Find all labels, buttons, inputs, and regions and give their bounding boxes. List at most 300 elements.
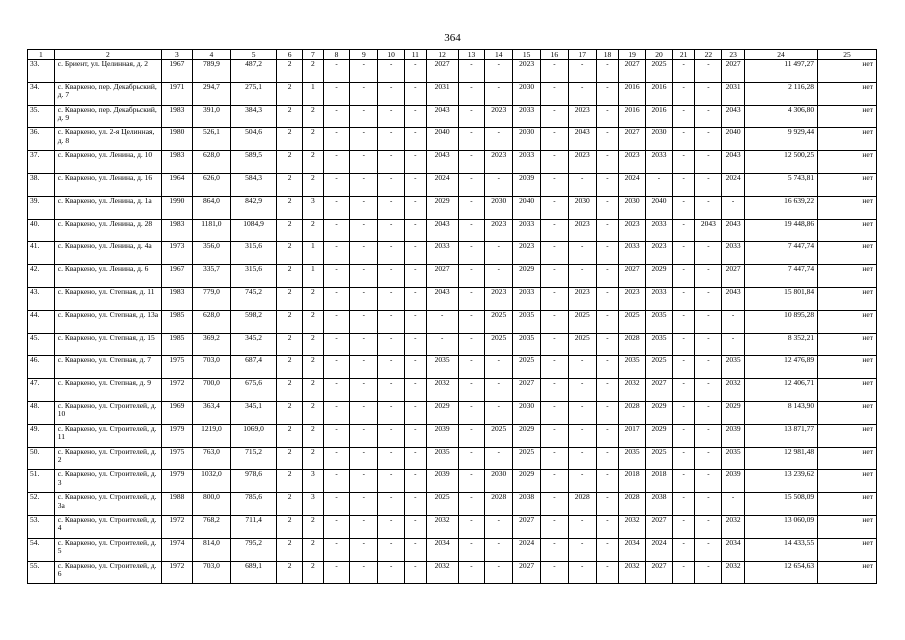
address-cell: с. Кваркено, ул. Ленина, д. 10: [54, 151, 161, 174]
table-cell: 2027: [513, 515, 541, 538]
table-cell: -: [485, 379, 513, 402]
table-cell: -: [695, 401, 722, 424]
address-cell: с. Кваркено, ул. 2-я Целинная, д. 8: [54, 128, 161, 151]
column-header: 24: [744, 50, 817, 60]
table-cell: 1181,0: [192, 219, 230, 242]
table-cell: -: [458, 105, 485, 128]
table-cell: -: [568, 356, 596, 379]
table-cell: 2043: [426, 151, 458, 174]
table-cell: -: [596, 333, 619, 356]
table-cell: -: [672, 333, 695, 356]
table-cell: 37.: [28, 151, 55, 174]
table-cell: нет: [818, 219, 877, 242]
table-cell: -: [458, 60, 485, 83]
table-cell: 2025: [513, 447, 541, 470]
column-header: 21: [672, 50, 695, 60]
table-cell: 2029: [513, 424, 541, 447]
table-cell: нет: [818, 310, 877, 333]
table-cell: 1973: [161, 242, 192, 265]
table-row: [28, 196, 877, 219]
table-cell: -: [323, 379, 350, 402]
table-cell: -: [485, 242, 513, 265]
table-cell: -: [596, 60, 619, 83]
table-row: [28, 379, 877, 402]
table-cell: нет: [818, 515, 877, 538]
table-cell: -: [378, 196, 405, 219]
table-cell: -: [540, 470, 568, 493]
table-cell: 2: [303, 401, 324, 424]
table-cell: 1219,0: [192, 424, 230, 447]
table-cell: -: [722, 196, 745, 219]
table-cell: -: [695, 561, 722, 584]
table-cell: 2027: [646, 515, 673, 538]
table-row: [28, 82, 877, 105]
table-cell: 35.: [28, 105, 55, 128]
table-cell: 2: [303, 151, 324, 174]
table-cell: 2030: [513, 128, 541, 151]
table-cell: 2033: [513, 105, 541, 128]
address-cell: с. Кваркено, ул. Строителей, д. 11: [54, 424, 161, 447]
table-cell: -: [378, 219, 405, 242]
table-cell: 363,4: [192, 401, 230, 424]
table-cell: 2: [277, 561, 303, 584]
table-cell: -: [568, 515, 596, 538]
table-cell: 3: [303, 196, 324, 219]
table-cell: 2: [303, 128, 324, 151]
table-cell: 2025: [619, 310, 646, 333]
table-cell: 703,0: [192, 356, 230, 379]
table-cell: 487,2: [230, 60, 276, 83]
data-table: [27, 49, 877, 584]
table-cell: 2023: [619, 219, 646, 242]
table-cell: -: [405, 356, 427, 379]
table-cell: 2025: [485, 310, 513, 333]
table-cell: нет: [818, 242, 877, 265]
table-cell: -: [378, 515, 405, 538]
table-cell: нет: [818, 561, 877, 584]
table-cell: 2: [277, 538, 303, 561]
table-cell: 2016: [646, 105, 673, 128]
table-cell: -: [672, 128, 695, 151]
table-cell: 7 447,74: [744, 242, 817, 265]
table-row: [28, 310, 877, 333]
table-cell: 785,6: [230, 493, 276, 516]
table-cell: 2033: [426, 242, 458, 265]
table-cell: -: [695, 424, 722, 447]
column-header: 6: [277, 50, 303, 60]
table-cell: 2: [277, 379, 303, 402]
table-cell: -: [485, 60, 513, 83]
table-cell: 2023: [646, 242, 673, 265]
table-cell: 2: [303, 561, 324, 584]
column-header: 10: [378, 50, 405, 60]
table-cell: -: [485, 82, 513, 105]
table-cell: -: [458, 470, 485, 493]
table-cell: 2043: [695, 219, 722, 242]
table-cell: 2043: [722, 151, 745, 174]
table-cell: 2024: [426, 173, 458, 196]
column-header: 1: [28, 50, 55, 60]
table-cell: 2030: [513, 401, 541, 424]
table-cell: 1983: [161, 151, 192, 174]
table-cell: -: [405, 447, 427, 470]
table-cell: 2023: [619, 151, 646, 174]
table-cell: 2: [303, 310, 324, 333]
table-cell: -: [405, 60, 427, 83]
page-number: 364: [444, 32, 461, 44]
table-cell: 2030: [619, 196, 646, 219]
table-cell: -: [405, 333, 427, 356]
table-cell: -: [540, 424, 568, 447]
table-cell: -: [350, 379, 378, 402]
table-cell: 53.: [28, 515, 55, 538]
table-cell: 2016: [619, 105, 646, 128]
table-cell: -: [568, 379, 596, 402]
table-cell: 768,2: [192, 515, 230, 538]
table-cell: 2032: [426, 379, 458, 402]
table-cell: 2: [277, 219, 303, 242]
column-header: 23: [722, 50, 745, 60]
table-cell: 2040: [722, 128, 745, 151]
table-cell: -: [426, 310, 458, 333]
table-cell: 628,0: [192, 310, 230, 333]
table-cell: 779,0: [192, 287, 230, 310]
table-cell: -: [672, 379, 695, 402]
table-cell: -: [323, 265, 350, 288]
table-cell: 2027: [722, 60, 745, 83]
table-cell: -: [323, 424, 350, 447]
table-cell: 2025: [485, 424, 513, 447]
table-cell: -: [596, 82, 619, 105]
table-cell: 2: [303, 173, 324, 196]
table-cell: -: [596, 128, 619, 151]
table-cell: -: [596, 379, 619, 402]
column-header: 7: [303, 50, 324, 60]
table-cell: -: [378, 333, 405, 356]
column-header: 15: [513, 50, 541, 60]
table-cell: 2025: [646, 60, 673, 83]
table-cell: 13 239,62: [744, 470, 817, 493]
table-cell: 1972: [161, 515, 192, 538]
table-cell: -: [596, 196, 619, 219]
table-cell: -: [540, 493, 568, 516]
table-cell: нет: [818, 356, 877, 379]
table-cell: 589,5: [230, 151, 276, 174]
table-cell: 2018: [646, 470, 673, 493]
table-cell: -: [672, 538, 695, 561]
table-cell: 2023: [485, 105, 513, 128]
table-cell: нет: [818, 105, 877, 128]
address-cell: с. Кваркено, ул. Ленина, д. 16: [54, 173, 161, 196]
table-cell: 8 143,90: [744, 401, 817, 424]
table-cell: 14 433,55: [744, 538, 817, 561]
table-cell: 2: [303, 538, 324, 561]
table-cell: 2029: [646, 401, 673, 424]
table-cell: 689,1: [230, 561, 276, 584]
table-cell: -: [596, 401, 619, 424]
table-cell: -: [722, 493, 745, 516]
table-cell: -: [695, 470, 722, 493]
table-cell: 54.: [28, 538, 55, 561]
table-cell: 2035: [426, 447, 458, 470]
table-cell: 50.: [28, 447, 55, 470]
table-cell: 1985: [161, 333, 192, 356]
table-cell: 2033: [513, 151, 541, 174]
table-cell: -: [405, 82, 427, 105]
table-cell: 2043: [426, 287, 458, 310]
table-cell: 526,1: [192, 128, 230, 151]
table-row: [28, 242, 877, 265]
table-cell: -: [378, 356, 405, 379]
table-cell: -: [458, 196, 485, 219]
table-cell: -: [350, 60, 378, 83]
table-cell: -: [540, 196, 568, 219]
table-cell: -: [323, 196, 350, 219]
table-cell: 315,6: [230, 242, 276, 265]
table-cell: 2023: [619, 287, 646, 310]
table-cell: 2: [303, 333, 324, 356]
table-cell: -: [540, 356, 568, 379]
table-cell: -: [540, 333, 568, 356]
table-cell: 2029: [426, 196, 458, 219]
table-cell: 675,6: [230, 379, 276, 402]
table-row: [28, 538, 877, 561]
column-header: 14: [485, 50, 513, 60]
table-cell: -: [458, 515, 485, 538]
table-cell: -: [350, 265, 378, 288]
table-cell: 2035: [619, 356, 646, 379]
table-cell: 2043: [426, 219, 458, 242]
table-cell: -: [323, 128, 350, 151]
table-cell: 687,4: [230, 356, 276, 379]
table-cell: 41.: [28, 242, 55, 265]
table-cell: 2: [303, 515, 324, 538]
table-cell: -: [323, 515, 350, 538]
table-cell: 2040: [426, 128, 458, 151]
table-cell: -: [485, 128, 513, 151]
table-row: [28, 128, 877, 151]
table-cell: -: [323, 333, 350, 356]
table-row: [28, 333, 877, 356]
address-cell: с. Кваркено, ул. Строителей, д. 10: [54, 401, 161, 424]
table-cell: 12 500,25: [744, 151, 817, 174]
address-cell: с. Кваркено, ул. Ленина, д. 6: [54, 265, 161, 288]
table-cell: 1069,0: [230, 424, 276, 447]
table-cell: 864,0: [192, 196, 230, 219]
table-cell: 1: [303, 242, 324, 265]
table-cell: -: [485, 173, 513, 196]
table-row: [28, 424, 877, 447]
table-cell: -: [350, 493, 378, 516]
table-cell: -: [672, 493, 695, 516]
table-cell: 2033: [513, 287, 541, 310]
table-cell: -: [722, 310, 745, 333]
table-cell: -: [695, 82, 722, 105]
table-cell: 3: [303, 493, 324, 516]
table-row: [28, 173, 877, 196]
table-cell: 2: [277, 196, 303, 219]
table-cell: 2029: [513, 470, 541, 493]
table-cell: 2035: [646, 333, 673, 356]
table-cell: -: [378, 265, 405, 288]
table-cell: 703,0: [192, 561, 230, 584]
table-cell: 2: [277, 424, 303, 447]
table-cell: 2027: [619, 60, 646, 83]
table-cell: 38.: [28, 173, 55, 196]
table-cell: -: [350, 561, 378, 584]
table-body: [28, 60, 877, 584]
table-cell: -: [596, 310, 619, 333]
table-cell: 1964: [161, 173, 192, 196]
table-cell: 10 895,28: [744, 310, 817, 333]
table-cell: -: [378, 151, 405, 174]
table-cell: 2: [303, 379, 324, 402]
table-cell: -: [695, 242, 722, 265]
table-cell: -: [695, 310, 722, 333]
table-cell: -: [485, 265, 513, 288]
table-cell: -: [458, 265, 485, 288]
table-cell: 294,7: [192, 82, 230, 105]
table-cell: -: [695, 356, 722, 379]
table-cell: 46.: [28, 356, 55, 379]
table-cell: 1972: [161, 561, 192, 584]
table-row: [28, 60, 877, 83]
table-cell: -: [323, 401, 350, 424]
table-cell: 2025: [513, 356, 541, 379]
table-cell: 2: [277, 105, 303, 128]
table-cell: 795,2: [230, 538, 276, 561]
table-cell: 13 060,09: [744, 515, 817, 538]
table-cell: -: [458, 333, 485, 356]
table-cell: -: [350, 515, 378, 538]
table-cell: 1972: [161, 379, 192, 402]
table-cell: 2: [303, 447, 324, 470]
table-cell: нет: [818, 265, 877, 288]
table-cell: -: [568, 60, 596, 83]
table-cell: 1988: [161, 493, 192, 516]
table-cell: 1974: [161, 538, 192, 561]
table-cell: -: [568, 424, 596, 447]
table-cell: -: [323, 493, 350, 516]
table-cell: -: [596, 447, 619, 470]
table-cell: -: [350, 196, 378, 219]
table-row: [28, 493, 877, 516]
table-cell: 2: [303, 60, 324, 83]
table-cell: 2017: [619, 424, 646, 447]
table-cell: -: [672, 173, 695, 196]
table-cell: 15 801,84: [744, 287, 817, 310]
table-cell: 2027: [619, 128, 646, 151]
column-header: 16: [540, 50, 568, 60]
table-cell: -: [568, 538, 596, 561]
table-cell: 2025: [646, 447, 673, 470]
address-cell: с. Кваркено, ул. Строителей, д. 4: [54, 515, 161, 538]
table-cell: 43.: [28, 287, 55, 310]
table-cell: -: [672, 287, 695, 310]
header-row: [28, 50, 877, 60]
table-cell: 2: [303, 424, 324, 447]
table-cell: 36.: [28, 128, 55, 151]
table-row: [28, 219, 877, 242]
table-cell: 800,0: [192, 493, 230, 516]
table-cell: -: [695, 128, 722, 151]
table-cell: -: [458, 356, 485, 379]
table-cell: 1983: [161, 287, 192, 310]
table-cell: 2023: [568, 219, 596, 242]
table-cell: 2034: [722, 538, 745, 561]
table-cell: 2: [277, 310, 303, 333]
table-cell: -: [458, 151, 485, 174]
column-header: 12: [426, 50, 458, 60]
table-cell: 1983: [161, 105, 192, 128]
table-cell: -: [672, 105, 695, 128]
table-cell: -: [323, 105, 350, 128]
table-cell: 2039: [426, 470, 458, 493]
table-cell: -: [695, 105, 722, 128]
table-cell: -: [405, 173, 427, 196]
table-cell: 789,9: [192, 60, 230, 83]
table-cell: -: [405, 287, 427, 310]
table-cell: нет: [818, 151, 877, 174]
table-cell: 2035: [619, 447, 646, 470]
table-cell: -: [695, 333, 722, 356]
table-cell: 2043: [722, 287, 745, 310]
table-cell: 1967: [161, 60, 192, 83]
table-cell: 52.: [28, 493, 55, 516]
table-cell: 2: [277, 515, 303, 538]
table-cell: -: [568, 470, 596, 493]
table-cell: нет: [818, 379, 877, 402]
table-cell: 2024: [513, 538, 541, 561]
table-cell: 12 981,48: [744, 447, 817, 470]
table-cell: -: [568, 265, 596, 288]
table-cell: -: [596, 493, 619, 516]
table-cell: -: [568, 173, 596, 196]
table-cell: нет: [818, 470, 877, 493]
table-cell: 2023: [485, 219, 513, 242]
table-cell: -: [540, 561, 568, 584]
table-cell: 715,2: [230, 447, 276, 470]
address-cell: с. Кваркено, ул. Степная, д. 13а: [54, 310, 161, 333]
table-cell: 2024: [619, 173, 646, 196]
table-cell: -: [596, 105, 619, 128]
table-cell: 2027: [646, 561, 673, 584]
table-cell: -: [596, 287, 619, 310]
table-cell: -: [426, 333, 458, 356]
table-cell: 1983: [161, 219, 192, 242]
table-cell: 2: [277, 242, 303, 265]
table-cell: -: [323, 538, 350, 561]
table-cell: 711,4: [230, 515, 276, 538]
table-cell: 13 871,77: [744, 424, 817, 447]
table-cell: 2033: [513, 219, 541, 242]
table-cell: -: [540, 60, 568, 83]
table-cell: 2043: [722, 219, 745, 242]
table-cell: 19 448,86: [744, 219, 817, 242]
table-row: [28, 447, 877, 470]
table-cell: -: [405, 242, 427, 265]
table-cell: 2033: [619, 242, 646, 265]
table-cell: -: [378, 287, 405, 310]
table-cell: 2028: [619, 333, 646, 356]
table-cell: 2029: [646, 265, 673, 288]
column-header: 5: [230, 50, 276, 60]
table-cell: -: [458, 310, 485, 333]
table-cell: -: [596, 173, 619, 196]
table-cell: -: [350, 424, 378, 447]
table-cell: 335,7: [192, 265, 230, 288]
table-cell: 2039: [513, 173, 541, 196]
